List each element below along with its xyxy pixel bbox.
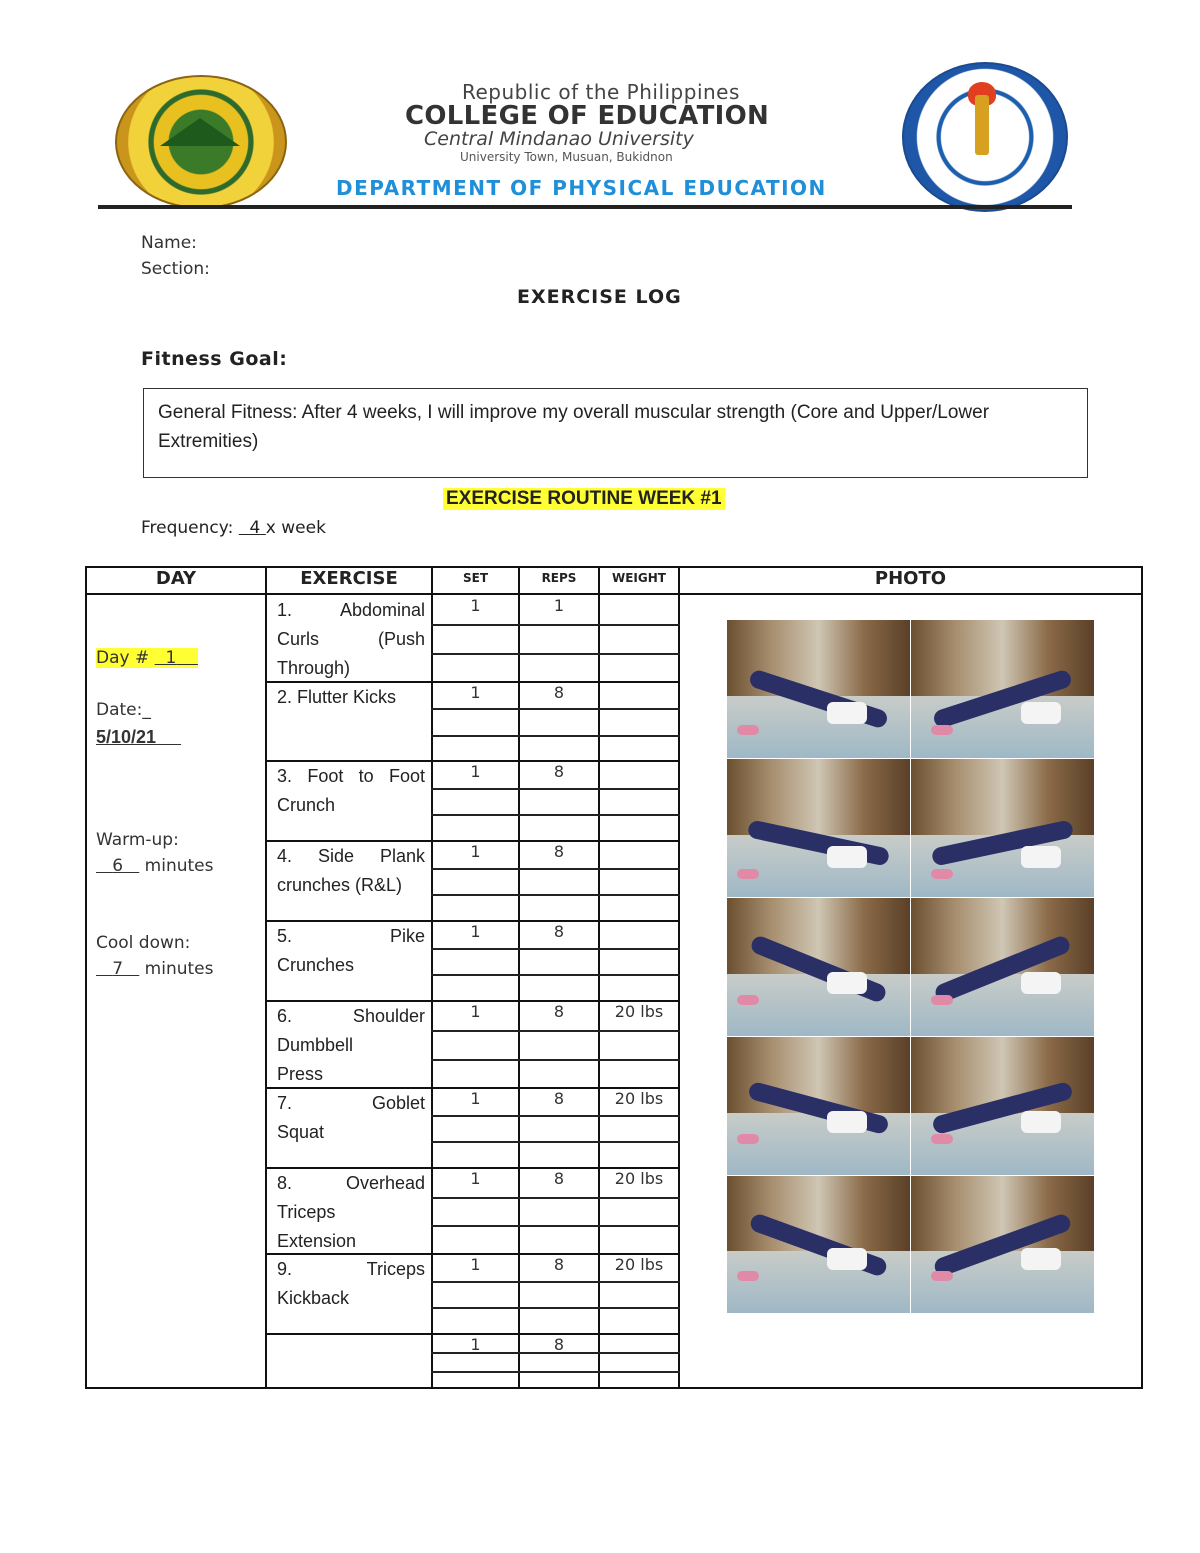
reps-value: 8 xyxy=(553,922,565,941)
warmup-value: 6 xyxy=(112,856,124,876)
header-exercise: EXERCISE xyxy=(300,568,398,589)
set-value: 1 xyxy=(470,1255,481,1274)
header-set: SET xyxy=(462,571,489,585)
reps-value: 8 xyxy=(553,842,565,861)
exercise-name-line: Crunches xyxy=(277,955,355,975)
name-label: Name: xyxy=(141,233,197,253)
date-value: 5/10/21 xyxy=(96,727,157,747)
photo-shoe xyxy=(931,725,953,735)
weight-value: 20 lbs xyxy=(614,1169,664,1188)
photo-shirt xyxy=(1021,972,1061,994)
set-value: 1 xyxy=(470,842,481,861)
sub-row-divider xyxy=(431,735,680,737)
section-label: Section: xyxy=(141,259,210,279)
department-title: DEPARTMENT OF PHYSICAL EDUCATION xyxy=(336,176,827,200)
frequency-suffix: x week xyxy=(265,518,326,538)
seal-mountain-emblem xyxy=(160,118,240,146)
sub-row-divider xyxy=(431,1141,680,1143)
exercise-name-line: 3. Foot to Foot xyxy=(277,766,425,786)
photo-shoe xyxy=(737,1271,759,1281)
exercise-name-line: Press xyxy=(277,1064,324,1084)
header-republic: Republic of the Philippines xyxy=(462,80,740,104)
exercise-name-line: Through) xyxy=(277,658,351,678)
exercise-photo xyxy=(911,898,1094,1036)
sub-row-divider xyxy=(431,653,680,655)
exercise-photo xyxy=(727,898,910,1036)
day-number-value: 1 xyxy=(165,648,177,668)
sub-row-divider xyxy=(431,1115,680,1117)
photo-shirt xyxy=(827,972,867,994)
photo-shirt xyxy=(1021,1248,1061,1270)
warmup-line xyxy=(96,856,214,876)
set-value: 1 xyxy=(470,683,481,702)
sub-row-divider xyxy=(431,708,680,710)
weight-value: 20 lbs xyxy=(614,1255,664,1274)
sub-row-divider xyxy=(431,1030,680,1032)
exercise-name-line: 5. Pike xyxy=(277,926,425,946)
header-weight: WEIGHT xyxy=(612,571,666,585)
col-divider-weight xyxy=(678,566,680,1389)
photo-shirt xyxy=(827,846,867,868)
exercise-name-line: Squat xyxy=(277,1122,325,1142)
sub-row-divider xyxy=(431,1371,680,1373)
torch-emblem xyxy=(975,95,989,155)
sub-row-divider xyxy=(431,894,680,896)
routine-week-title: EXERCISE ROUTINE WEEK #1 xyxy=(443,488,725,510)
set-value: 1 xyxy=(470,762,481,781)
exercise-name-line: Curls (Push xyxy=(277,629,425,649)
exercise-name-line: Crunch xyxy=(277,795,336,815)
header-reps: REPS xyxy=(541,571,577,585)
sub-row-divider xyxy=(431,1307,680,1309)
sub-row-divider xyxy=(431,948,680,950)
exercise-name-line: Triceps xyxy=(277,1202,336,1222)
exercise-photo xyxy=(911,1176,1094,1313)
set-value: 1 xyxy=(470,1089,481,1108)
photo-shoe xyxy=(931,869,953,879)
reps-value: 8 xyxy=(553,1089,565,1108)
header-photo: PHOTO xyxy=(874,568,947,589)
photo-shirt xyxy=(1021,846,1061,868)
sub-row-divider xyxy=(431,1197,680,1199)
day-number-highlight: Day # 1 xyxy=(96,648,198,668)
photo-shoe xyxy=(737,869,759,879)
sub-row-divider xyxy=(431,788,680,790)
exercise-name-line: 1. Abdominal xyxy=(277,600,425,620)
frequency-label: Frequency: xyxy=(141,518,234,538)
date-label: Date:_ xyxy=(96,700,151,720)
exercise-photo xyxy=(727,620,910,758)
reps-value: 8 xyxy=(553,683,565,702)
table-header-divider xyxy=(85,593,1143,595)
reps-value: 1 xyxy=(553,596,565,615)
set-value: 1 xyxy=(470,922,481,941)
set-value: 1 xyxy=(470,1335,481,1354)
photo-shirt xyxy=(827,1248,867,1270)
header-university: Central Mindanao University xyxy=(424,128,694,150)
photo-shoe xyxy=(931,995,953,1005)
header-address: University Town, Musuan, Bukidnon xyxy=(460,150,673,164)
photo-shoe xyxy=(737,995,759,1005)
sub-row-divider xyxy=(431,1281,680,1283)
set-value: 1 xyxy=(470,596,481,615)
page-title: EXERCISE LOG xyxy=(517,286,682,308)
reps-value: 8 xyxy=(553,762,565,781)
exercise-name-line: 6. Shoulder xyxy=(277,1006,425,1026)
fitness-goal-text: General Fitness: After 4 weeks, I will improve my overall muscular strength (Core and Upper/Lower Extremities) xyxy=(158,402,990,452)
reps-value: 8 xyxy=(553,1335,565,1354)
cooldown-line xyxy=(96,959,214,979)
exercise-name-line: Extension xyxy=(277,1231,357,1251)
weight-value: 20 lbs xyxy=(614,1002,664,1021)
warmup-unit: minutes xyxy=(144,856,214,876)
exercise-name-line: crunches (R&L) xyxy=(277,875,403,895)
frequency-value: 4 xyxy=(249,518,261,538)
sub-row-divider xyxy=(431,1225,680,1227)
sub-row-divider xyxy=(431,1059,680,1061)
fitness-goal-label: Fitness Goal: xyxy=(141,348,288,370)
exercise-name-line: Kickback xyxy=(277,1288,350,1308)
warmup-label: Warm-up: xyxy=(96,830,179,850)
exercise-photo xyxy=(911,1037,1094,1175)
weight-value: 20 lbs xyxy=(614,1089,664,1108)
reps-value: 8 xyxy=(553,1169,565,1188)
reps-value: 8 xyxy=(553,1002,565,1021)
photo-shirt xyxy=(1021,702,1061,724)
exercise-name-line: 9. Triceps xyxy=(277,1259,425,1279)
exercise-photo xyxy=(911,620,1094,758)
sub-row-divider xyxy=(431,974,680,976)
cooldown-value: 7 xyxy=(112,959,124,979)
frequency-line xyxy=(141,518,326,538)
sub-row-divider xyxy=(431,814,680,816)
photo-shirt xyxy=(827,1111,867,1133)
photo-shoe xyxy=(737,1134,759,1144)
exercise-name-line: Dumbbell xyxy=(277,1035,354,1055)
exercise-name-line: 2. Flutter Kicks xyxy=(277,687,397,707)
cooldown-unit: minutes xyxy=(144,959,214,979)
set-value: 1 xyxy=(470,1002,481,1021)
reps-value: 8 xyxy=(553,1255,565,1274)
photo-shoe xyxy=(931,1271,953,1281)
photo-shirt xyxy=(827,702,867,724)
header-day: DAY xyxy=(155,568,197,589)
header-divider xyxy=(98,205,1072,209)
exercise-photo xyxy=(727,1176,910,1313)
exercise-photo xyxy=(727,759,910,897)
photo-shirt xyxy=(1021,1111,1061,1133)
day-number xyxy=(96,648,198,668)
exercise-name-line: 7. Goblet xyxy=(277,1093,425,1113)
exercise-photo xyxy=(911,759,1094,897)
exercise-name-line: 4. Side Plank xyxy=(277,846,425,866)
exercise-photo xyxy=(727,1037,910,1175)
col-divider-day xyxy=(265,566,267,1389)
exercise-name-line: 8. Overhead xyxy=(277,1173,425,1193)
photo-shoe xyxy=(737,725,759,735)
sub-row-divider xyxy=(431,868,680,870)
sub-row-divider xyxy=(431,624,680,626)
photo-shoe xyxy=(931,1134,953,1144)
set-value: 1 xyxy=(470,1169,481,1188)
cooldown-label: Cool down: xyxy=(96,933,191,953)
header-college: COLLEGE OF EDUCATION xyxy=(405,101,770,131)
